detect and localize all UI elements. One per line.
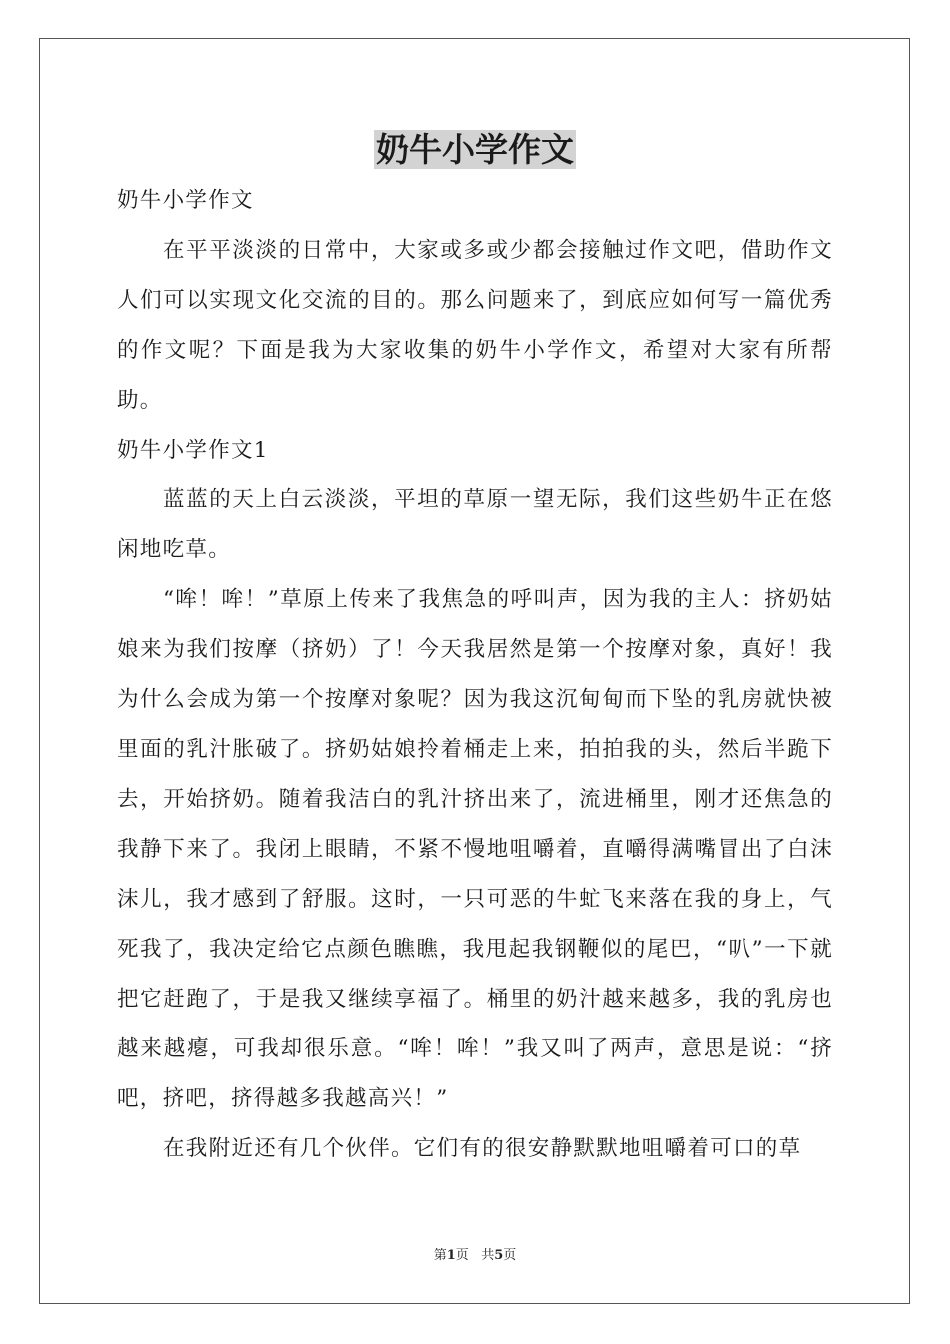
total-prefix: 共	[481, 1248, 495, 1263]
total-suffix: 页	[503, 1248, 517, 1263]
document-title	[0, 126, 950, 174]
page-suffix: 页	[455, 1248, 469, 1263]
paragraph: 奶牛小学作文	[117, 188, 254, 213]
paragraph: 在平平淡淡的日常中，大家或多或少都会接触过作文吧，借助作文人们可以实现文化交流的目的。那么问题来了，到底应如何写一篇优秀的作文呢？下面是我为大家收集的奶牛小学作文，希望对大家有所帮助。	[117, 237, 833, 413]
paragraph: “哞！哞！”草原上传来了我焦急的呼叫声，因为我的主人：挤奶姑娘来为我们按摩（挤奶）了！今天我居然是第一个按摩对象，真好！我为什么会成为第一个按摩对象呢？因为我这沉甸甸而下坠的乳房就快被里面的乳汁胀破了。挤奶姑娘拎着桶走上来，拍拍我的头，然后半跪下去，开始挤奶。随着我洁白的乳汁挤出来了，流进桶里，刚才还焦急的我静下来了。我闭上眼睛，不紧不慢地咀嚼着，直嚼得满嘴冒出了白沫沫儿，我才感到了舒服。这时，一只可恶的牛虻飞来落在我的身上，气死我了，我决定给它点颜色瞧瞧，我甩起我钢鞭似的尾巴，“叭”一下就把它赶跑了，于是我又继续享福了。桶里的奶汁越来越多，我的乳房也越来越瘪，可我却很乐意。“哞！哞！”我又叫了两声，意思是说：“挤吧，挤吧，挤得越多我越高兴！”	[117, 587, 833, 1112]
document-title-text: 奶牛小学作文	[376, 130, 574, 169]
paragraph: 奶牛小学作文1	[117, 437, 269, 463]
page-footer	[0, 1246, 950, 1266]
page-current: 1	[446, 1248, 456, 1263]
paragraph: 在我附近还有几个伙伴。它们有的很安静默默地咀嚼着可口的草	[163, 1136, 802, 1162]
paragraph: 蓝蓝的天上白云淡淡，平坦的草原一望无际，我们这些奶牛正在悠闲地吃草。	[117, 487, 833, 563]
page-total: 5	[494, 1248, 504, 1263]
page-prefix: 第	[433, 1248, 447, 1263]
document-body	[117, 176, 833, 1174]
